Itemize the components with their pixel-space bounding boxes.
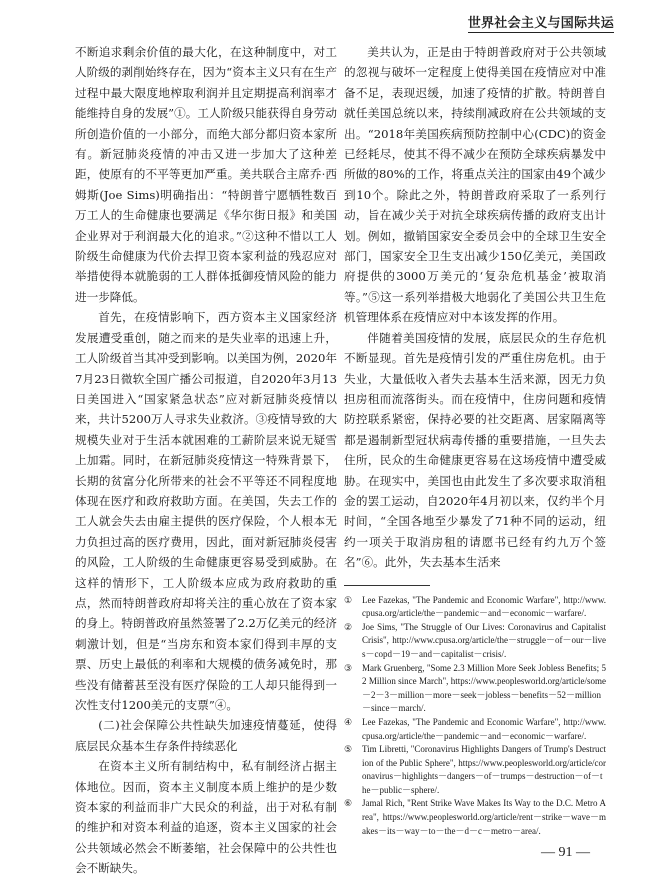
footnote-number: ② bbox=[344, 621, 353, 632]
footnote-text: Jamal Rich, "Rent Strike Wave Makes Its Way to the D.C. Metro Area", https://www.peoplesworld.org/article/rent－strike－wave－makes－its－way－to－the－d－c－metro－area/. bbox=[362, 798, 606, 836]
footnote bbox=[344, 743, 606, 797]
footnote-text: Tim Libretti, "Coronavirus Highlights Dangers of Trump's Destruction of the Public Sphere", https://www.peoplesworld.org/article/coronavirus－highlights－dangers－of－trumps－destruction－of－the－public－sphere/. bbox=[362, 744, 606, 795]
footnote-text: Mark Gruenberg, "Some 2.3 Million More Seek Jobless Benefits; 52 Million since March", https://www.peoplesworld.org/article/some－2－3－million－more－seek－jobless－benefits－52－million－since－march/. bbox=[362, 662, 606, 714]
footnote-text: Joe Sims, "The Struggle of Our Lives: Coronavirus and Capitalist Crisis", http://www.cpusa.org/article/the－struggle－of－our－lives－copd－19－and－capitalist－crisis/. bbox=[362, 621, 606, 659]
footnote bbox=[344, 797, 606, 838]
footnote bbox=[344, 716, 606, 743]
body-paragraph: 在资本主义所有制结构中，私有制经济占据主体地位。因而，资本主义制度本质上维护的是少数资本家的利益而非广大民众的利益，出于对私有制的维护和对资本利益的追逐，资本主义国家的社会公共领域必然会不断萎缩，社会保障中的公共性也会不断缺失。 bbox=[75, 759, 337, 876]
body-paragraph: 伴随着美国疫情的发展，底层民众的生存危机不断显现。首先是疫情引发的严重住房危机。由于失业，大量低收入者失去基本生活来源，因无力负担房租而流落街头。而在疫情中，住房问题和疫情防控联系紧密，保持必要的社交距离、居家隔离等都是遏制新型冠状病毒传播的重要措施，一旦失去住所，民众的生命健康更容易在这场疫情中遭受威胁。在现实中，美国也由此发生了多次要求取消租金的罢工运动，自2020年4月初以来，仅约半个月时间，“全国各地至少暴发了71种不同的运动，纽约一项关于取消房租的请愿书已经有约九万个签名”⑥。此外，失去基本生活来 bbox=[344, 330, 606, 570]
footnote-divider bbox=[344, 585, 430, 586]
body-paragraph: 美共认为，正是由于特朗普政府对于公共领域的忽视与破坏一定程度上使得美国在疫情应对中准备不足，表现迟缓，加速了疫情的扩散。特朗普自就任美国总统以来，持续削减政府在公共领域的支出。“2018年美国疾病预防控制中心(CDC)的资金已经耗尽，使其不得不减少在预防全球疾病暴发中所做的80%的工作，将重点关注的国家由49个减少到10个。除此之外，特朗普政府采取了一系列行动，旨在减少关于对抗全球疾病传播的政府支出计划。例如，撤销国家安全委员会中的全球卫生安全部门，国家安全卫生支出减少150亿美元，美国政府提供的3000万美元的‘复杂危机基金’被取消等。”⑤这一系列举措极大地弱化了美国公共卫生危机管理体系在疫情应对中本该发挥的作用。 bbox=[344, 45, 606, 325]
footnote bbox=[344, 621, 606, 662]
footnote-text: Lee Fazekas, "The Pandemic and Economic Warfare", http://www.cpusa.org/article/the－pandemic－and－economic－warfare/. bbox=[362, 716, 606, 741]
footnote-text: Lee Fazekas, "The Pandemic and Economic Warfare", http://www.cpusa.org/article/the－pandemic－and－economic－warfare/. bbox=[362, 594, 606, 619]
footnote-number: ⑤ bbox=[344, 744, 353, 755]
footnote-list bbox=[344, 594, 606, 839]
left-column bbox=[75, 42, 337, 879]
footnote-number: ① bbox=[344, 594, 353, 605]
footnote-number: ⑥ bbox=[344, 798, 353, 809]
right-column bbox=[344, 42, 606, 862]
page-number: — 91 — bbox=[541, 845, 590, 861]
footnote-number: ③ bbox=[344, 662, 353, 673]
section-subheading: (二)社会保障公共性缺失加速疫情蔓延，使得底层民众基本生存条件持续恶化 bbox=[75, 718, 337, 753]
footnote bbox=[344, 594, 606, 621]
footnote-number: ④ bbox=[344, 716, 353, 727]
footnote bbox=[344, 662, 606, 716]
body-paragraph: 首先，在疫情影响下，西方资本主义国家经济发展遭受重创，随之而来的是失业率的迅速上升，工人阶级首当其冲受到影响。以美国为例，2020年7月23日微软全国广播公司报道，自2020年3月13日美国进入“国家紧急状态”应对新冠肺炎疫情以来，共计5200万人寻求失业救济。③疫情导致的大规模失业对于生活本就困难的工薪阶层来说无疑雪上加霜。同时，在新冠肺炎疫情这一特殊背景下，长期的贫富分化所带来的社会不平等还不同程度地体现在医疗和政府救助方面。在美国，失去工作的工人就会失去由雇主提供的医疗保险，个人根本无力负担过高的医疗费用，因此，面对新冠肺炎侵害的风险，工人阶级的生命健康更容易受到威胁。在这样的情形下，工人阶级本应成为政府救助的重点，然而特朗普政府却将关注的重心放在了资本家的身上。特朗普政府虽然签署了2.2万亿美元的经济刺激计划，但是“当房东和资本家们得到丰厚的支票、历史上最低的利率和大规模的债务减免时，那些没有储蓄甚至没有医疗保险的工人却只能得到一次性支付1200美元的支票”④。 bbox=[75, 310, 337, 712]
body-paragraph: 不断追求剩余价值的最大化，在这种制度中，对工人阶级的剥削始终存在，因为“资本主义只有在生产过程中最大限度地榨取利润并且定期提高利润率才能维持自身的发展”①。工人阶级只能获得自身劳动所创造价值的一小部分，而绝大部分都归资本家所有。新冠肺炎疫情的冲击又进一步加大了这种差距，使原有的不平等更加严重。美共联合主席乔·西姆斯(Joe Sims)明确指出：“特朗普宁愿牺牲数百万工人的生命健康也要满足《华尔街日报》和美国企业界对于利润最大化的追求。”②这种不惜以工人阶级生命健康为代价去捍卫资本家利益的残忍应对举措使得本就脆弱的工人群体抵御疫情风险的能力进一步降低。 bbox=[75, 45, 337, 304]
journal-header: 世界社会主义与国际共运 bbox=[468, 12, 614, 33]
